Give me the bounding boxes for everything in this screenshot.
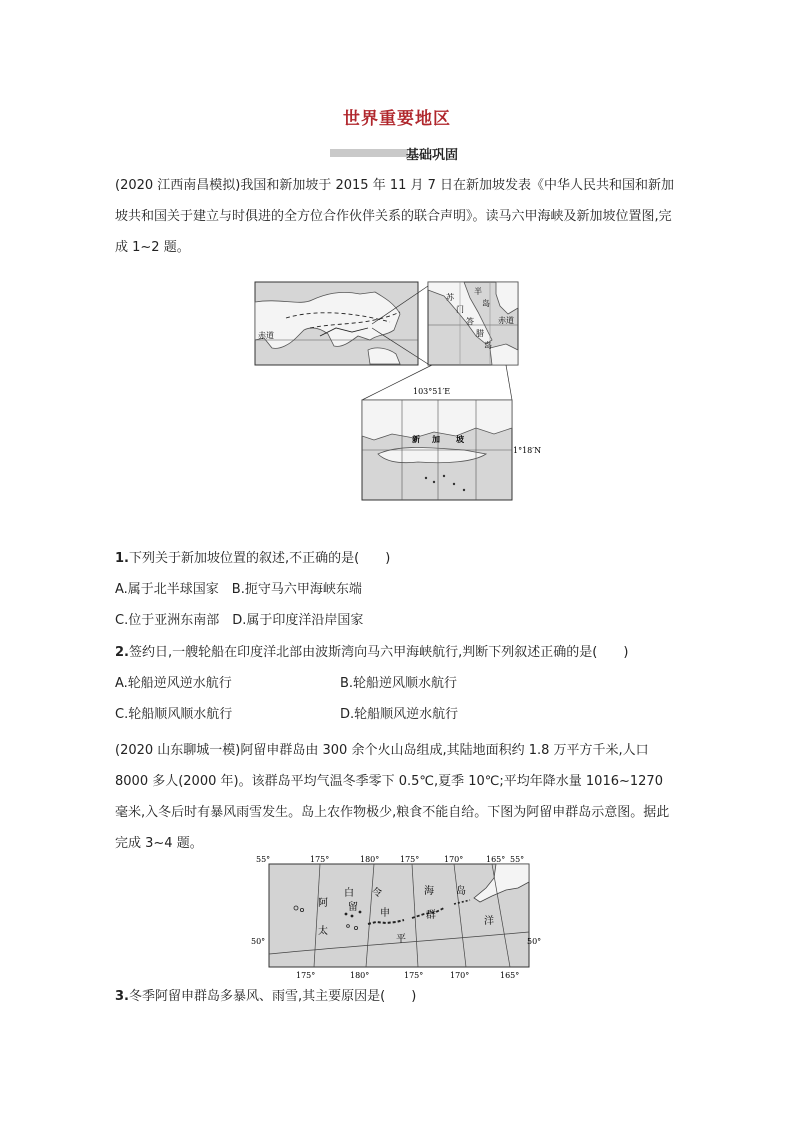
lon-top-4: 170° bbox=[444, 855, 464, 864]
aleutian-label-2: 留 bbox=[348, 902, 358, 913]
equator-label-left: 赤道 bbox=[258, 331, 274, 340]
latitude-label: 1°18′N bbox=[513, 446, 542, 455]
sumatra-label-2: 门 bbox=[456, 305, 464, 314]
lon-bottom-4: 165° bbox=[500, 971, 520, 980]
question-1-text: 下列关于新加坡位置的叙述,不正确的是( ) bbox=[128, 551, 391, 566]
section-divider-bar bbox=[330, 149, 408, 157]
aleutian-label-5: 岛 bbox=[456, 886, 466, 897]
lon-top-1: 175° bbox=[310, 855, 330, 864]
singapore-label-2: 加 bbox=[432, 434, 440, 444]
bering-sea-label-2: 令 bbox=[372, 888, 382, 899]
question-2-option-b: B.轮船逆风顺水航行 bbox=[340, 676, 458, 691]
question-1-options-row-2: C.位于亚洲东南部 D.属于印度洋沿岸国家 bbox=[115, 613, 364, 628]
question-2-option-a: A.轮船逆风逆水航行 bbox=[115, 676, 232, 691]
question-2-stem bbox=[115, 643, 628, 663]
lon-top-2: 180° bbox=[360, 855, 380, 864]
question-1-number: 1. bbox=[115, 551, 129, 566]
pacific-label-1: 太 bbox=[318, 926, 328, 937]
intro-paragraph-2: (2020 山东聊城一模)阿留申群岛由 300 余个火山岛组成,其陆地面积约 1.8 万平方千米,人口 8000 多人(2000 年)。该群岛平均气温冬季零下 0.5℃,夏季 10℃;平均年降水量 1016~1270 毫米,入冬后时有暴风雨雪发生。岛上农作物极少,粮食不能自给。下图为阿留申群岛示意图。据此完成 3~4 题。 bbox=[115, 743, 670, 851]
lon-top-0: 55° bbox=[256, 855, 271, 864]
peninsula-label-1: 半 bbox=[474, 287, 482, 296]
aleutian-label-3: 申 bbox=[380, 908, 390, 919]
question-3-stem bbox=[115, 987, 416, 1007]
longitude-label: 103°51′E bbox=[413, 387, 451, 396]
question-2-option-c: C.轮船顺风顺水航行 bbox=[115, 707, 233, 722]
question-1-options-row-1: A.属于北半球国家 B.扼守马六甲海峡东端 bbox=[115, 582, 362, 597]
section-title: 基础巩固 bbox=[406, 148, 459, 163]
aleutian-islands-map bbox=[248, 852, 548, 982]
lat-right: 50° bbox=[527, 937, 542, 946]
pacific-label-3: 洋 bbox=[484, 916, 494, 927]
peninsula-label-2: 岛 bbox=[482, 299, 490, 308]
lat-left: 50° bbox=[251, 937, 266, 946]
bering-sea-label-1: 白 bbox=[344, 888, 354, 899]
pacific-label-2: 平 bbox=[396, 934, 406, 945]
equator-label-right: 赤道 bbox=[498, 316, 514, 325]
lon-top-5: 165° bbox=[486, 855, 506, 864]
lon-bottom-1: 180° bbox=[350, 971, 370, 980]
question-2-number: 2. bbox=[115, 645, 129, 660]
sumatra-label-1: 苏 bbox=[446, 293, 454, 302]
lon-top-3: 175° bbox=[400, 855, 420, 864]
lon-bottom-0: 175° bbox=[296, 971, 316, 980]
question-1-stem bbox=[115, 549, 390, 569]
sumatra-label-3: 答 bbox=[466, 317, 474, 326]
sumatra-label-5: 岛 bbox=[484, 341, 492, 350]
singapore-label-3: 坡 bbox=[456, 434, 464, 444]
question-3-number: 3. bbox=[115, 989, 129, 1004]
page-title: 世界重要地区 bbox=[343, 109, 451, 129]
bering-sea-label-3: 海 bbox=[424, 886, 434, 897]
singapore-label-1: 新 bbox=[412, 434, 420, 444]
lon-top-6: 55° bbox=[510, 855, 525, 864]
aleutian-label-1: 阿 bbox=[318, 898, 328, 909]
question-3-text: 冬季阿留申群岛多暴风、雨雪,其主要原因是( ) bbox=[128, 989, 417, 1004]
sumatra-label-4: 腊 bbox=[476, 329, 484, 338]
intro-paragraph-1: (2020 江西南昌模拟)我国和新加坡于 2015 年 11 月 7 日在新加坡发表《中华人民共和国和新加坡共和国关于建立与时俱进的全方位合作伙伴关系的联合声明》。读马六甲海峡及新加坡位置图,完成 1~2 题。 bbox=[115, 178, 675, 255]
question-2-option-d: D.轮船顺风逆水航行 bbox=[340, 707, 459, 722]
question-2-text: 签约日,一艘轮船在印度洋北部由波斯湾向马六甲海峡航行,判断下列叙述正确的是( ) bbox=[128, 645, 629, 660]
lon-bottom-3: 170° bbox=[450, 971, 470, 980]
lon-bottom-2: 175° bbox=[404, 971, 424, 980]
aleutian-label-4: 群 bbox=[426, 910, 436, 921]
malacca-singapore-map bbox=[250, 278, 542, 506]
